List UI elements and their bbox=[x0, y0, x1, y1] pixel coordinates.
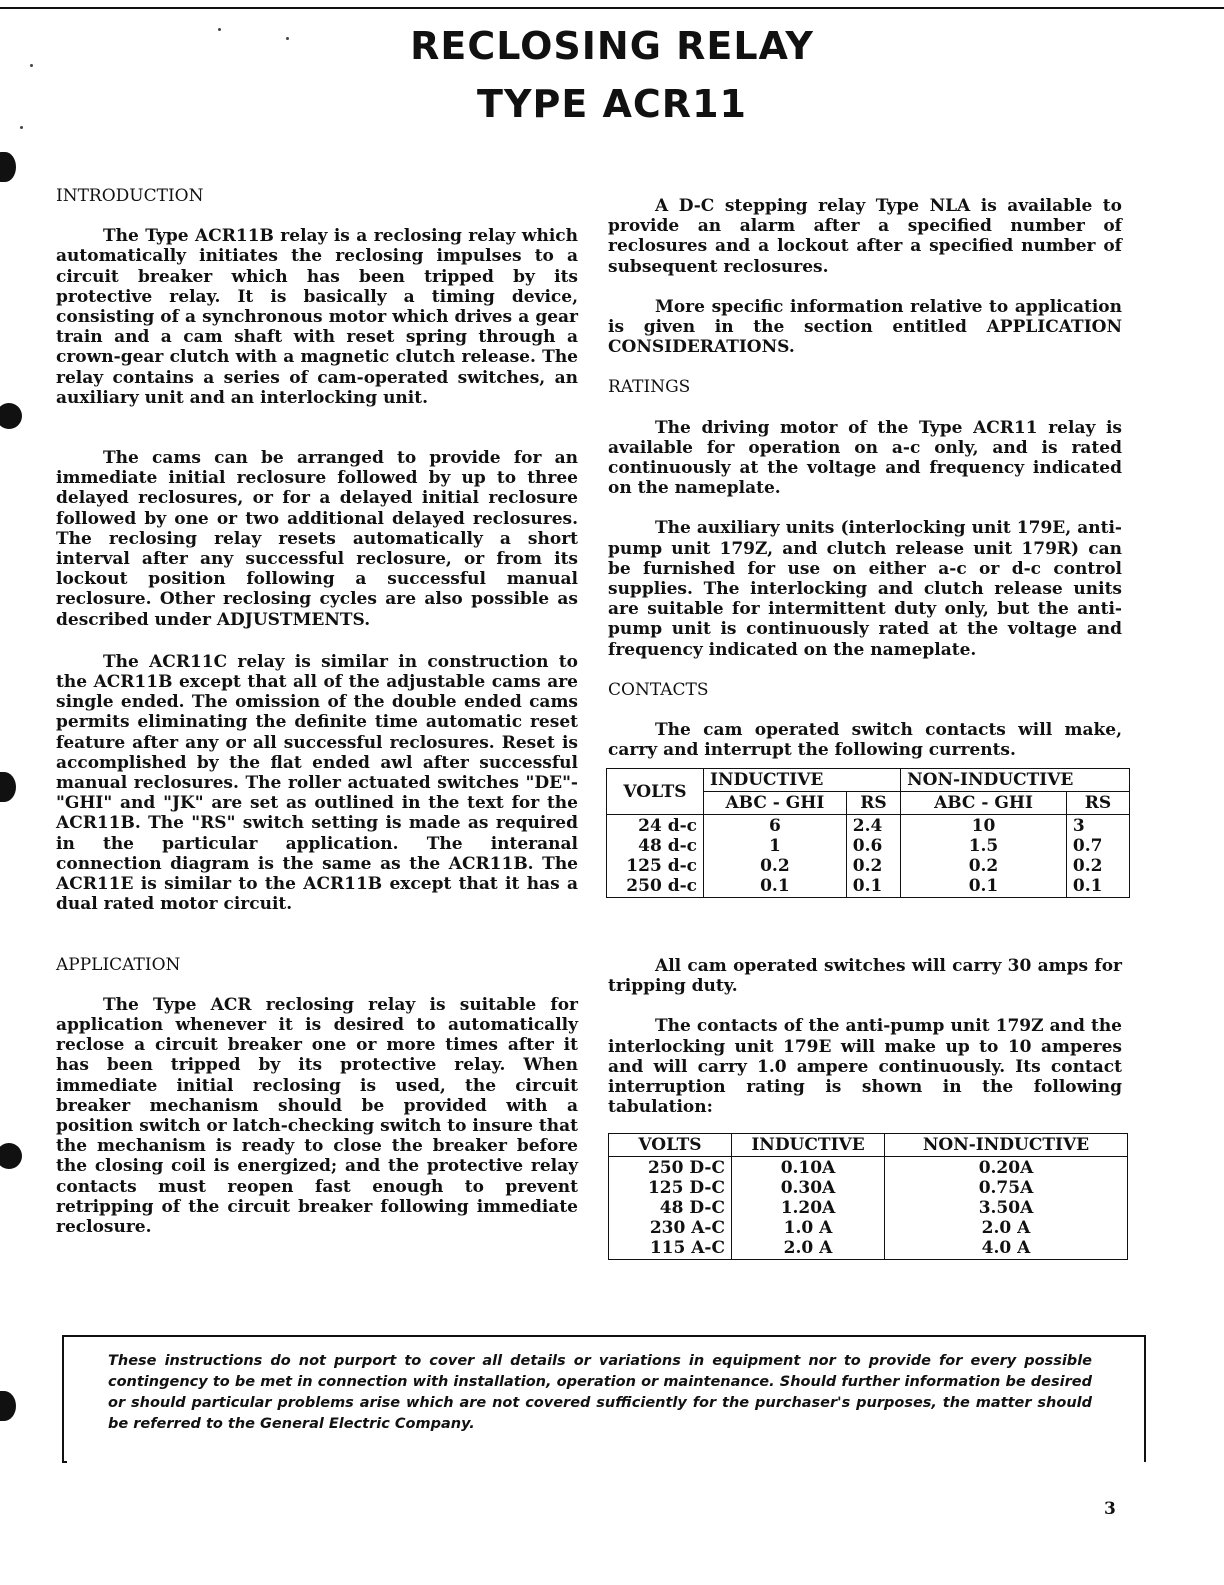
t1-value: 0.2 bbox=[1072, 856, 1103, 876]
right-column-lower bbox=[608, 956, 1122, 1117]
scan-speck bbox=[218, 28, 221, 31]
t2-header-inductive: INDUCTIVE bbox=[732, 1134, 885, 1157]
scan-speck bbox=[286, 37, 289, 40]
t1-value: 0.2 bbox=[968, 856, 999, 876]
t2-header-noninductive: NON-INDUCTIVE bbox=[885, 1134, 1128, 1157]
punch-hole-mark bbox=[0, 772, 16, 802]
t2-volts-value: 230 A-C bbox=[649, 1218, 725, 1238]
t1-value: 3 bbox=[1072, 816, 1085, 836]
application-paragraph: The Type ACR reclosing relay is suitable for application whenever it is desired to automatically reclose a circuit breaker one or more times after it has been tripped by its protective relay. When immediate initial reclosing is used, the circuit breaker mechanism should be provided with a position switch or latch-checking switch to insure that the mechanism is ready to close the breaker before the closing coil is energized; and the protective relay contacts must reopen fast enough to prevent retripping of the circuit breaker following immediate reclosure. bbox=[56, 994, 578, 1237]
t1-non-abc-cell bbox=[901, 815, 1067, 898]
notice-box-bottom-tick bbox=[62, 1461, 67, 1463]
t1-value: 6 bbox=[768, 816, 781, 836]
t1-volts-value: 125 d-c bbox=[626, 856, 697, 876]
interruption-rating-table bbox=[608, 1133, 1128, 1260]
contacts-heading: CONTACTS bbox=[608, 679, 709, 700]
t1-value: 0.1 bbox=[760, 876, 790, 896]
t1-volts-value: 48 d-c bbox=[638, 836, 697, 856]
top-rule bbox=[0, 7, 1224, 9]
stepping-relay-paragraph: A D-C stepping relay Type NLA is available to provide an alarm after a specified number of reclosures and a lockout after a specified number of subsequent reclosures. bbox=[608, 196, 1122, 277]
t1-value: 1 bbox=[768, 836, 781, 856]
t2-value: 2.0 A bbox=[783, 1238, 833, 1258]
t1-volts-value: 250 d-c bbox=[626, 876, 697, 896]
ratings-paragraph-2: The auxiliary units (interlocking unit 179E, anti-pump unit 179Z, and clutch release unit 179R) can be furnished for use on either a-c or d-c control supplies. The interlocking and clutch release units are suitable for intermittent duty only, but the anti-pump unit is continuously rated at the voltage and frequency indicated on the nameplate. bbox=[608, 518, 1122, 660]
t1-ind-abc-cell bbox=[704, 815, 847, 898]
anti-pump-paragraph: The contacts of the anti-pump unit 179Z and the interlocking unit 179E will make up to 10 amperes and will carry 1.0 ampere continuously. Its contact interruption rating is shown in the following tabulation: bbox=[608, 1016, 1122, 1118]
t1-value: 0.1 bbox=[852, 876, 883, 896]
right-column bbox=[608, 196, 1122, 760]
left-column bbox=[56, 186, 578, 1237]
t1-value: 2.4 bbox=[852, 816, 883, 836]
t2-volts-value: 115 A-C bbox=[649, 1238, 725, 1258]
t1-value: 10 bbox=[971, 816, 996, 836]
t2-value: 0.20A bbox=[978, 1158, 1034, 1178]
t2-value: 0.30A bbox=[780, 1178, 836, 1198]
t2-volts-value: 250 D-C bbox=[647, 1158, 725, 1178]
intro-paragraph-3: The ACR11C relay is similar in construction to the ACR11B except that all of the adjustable cams are single ended. The omission of the double ended cams permits eliminating the definite time automatic reset feature after any or all successful reclosures. Reset is accomplished by the flat ended awl after successful manual reclosures. The roller actuated switches "DE"-"GHI" and "JK" are set as outlined in the text for the ACR11B. The "RS" switch setting is made as required in the particular application. The interanal connection diagram is the same as the ACR11B. The ACR11E is similar to the ACR11B except that it has a dual rated motor circuit. bbox=[56, 651, 578, 915]
t1-value: 0.6 bbox=[852, 836, 883, 856]
intro-paragraph-1: The Type ACR11B relay is a reclosing relay which automatically initiates the reclosing impulses to a circuit breaker which has been tripped by its protective relay. It is basically a timing device, consisting of a synchronous motor which drives a gear train and a cam shaft with reset spring through a crown-gear clutch with a magnetic clutch release. The relay contains a series of cam-operated switches, an auxiliary unit and an interlocking unit. bbox=[56, 226, 578, 408]
t1-non-rs-cell bbox=[1066, 815, 1129, 898]
t2-value: 3.50A bbox=[978, 1198, 1034, 1218]
t1-ind-rs-cell bbox=[846, 815, 900, 898]
notice-box-left-edge bbox=[62, 1335, 64, 1463]
t2-volts-cell bbox=[609, 1157, 732, 1260]
t1-value: 0.1 bbox=[1072, 876, 1103, 896]
title-line-2: TYPE ACR11 bbox=[477, 82, 747, 126]
punch-hole-mark bbox=[0, 152, 16, 182]
t1-value: 0.1 bbox=[968, 876, 999, 896]
notice-text: These instructions do not purport to cover all details or variations in equipment nor to provide for every possible contingency to be met in connection with installation, operation or maintenance. Should further information be desired or should particular problems arise which are not covered sufficiently for the purchaser's purposes, the matter should be referred to the General Electric Company. bbox=[108, 1353, 1092, 1432]
table-row bbox=[607, 815, 1130, 898]
scan-speck bbox=[30, 64, 33, 67]
t2-header-volts: VOLTS bbox=[609, 1134, 732, 1157]
t1-subheader-ind-abc: ABC - GHI bbox=[704, 792, 847, 815]
t1-value: 0.7 bbox=[1072, 836, 1103, 856]
punch-hole-mark bbox=[0, 1391, 16, 1421]
punch-hole bbox=[0, 403, 22, 429]
t1-subheader-non-rs: RS bbox=[1066, 792, 1129, 815]
t1-header-inductive: INDUCTIVE bbox=[704, 769, 901, 792]
application-heading: APPLICATION bbox=[56, 954, 181, 975]
contacts-paragraph: The cam operated switch contacts will make, carry and interrupt the following currents. bbox=[608, 720, 1122, 761]
t1-value: 1.5 bbox=[968, 836, 999, 856]
cam-contacts-table bbox=[606, 768, 1130, 898]
page-number: 3 bbox=[1104, 1499, 1116, 1519]
t2-volts-value: 125 D-C bbox=[647, 1178, 725, 1198]
t1-value: 0.2 bbox=[852, 856, 883, 876]
ratings-heading: RATINGS bbox=[608, 377, 691, 398]
t2-value: 1.0 A bbox=[783, 1218, 833, 1238]
t2-value: 0.75A bbox=[978, 1178, 1034, 1198]
t2-value: 0.10A bbox=[780, 1158, 836, 1178]
title-line-1: RECLOSING RELAY bbox=[410, 24, 814, 68]
t1-value: 0.2 bbox=[760, 856, 790, 876]
t1-subheader-non-abc: ABC - GHI bbox=[901, 792, 1067, 815]
t2-noninductive-cell bbox=[885, 1157, 1128, 1260]
intro-paragraph-2: The cams can be arranged to provide for an immediate initial reclosure followed by up to three delayed reclosures, or for a delayed initial reclosure followed by one or two additional delayed reclosures. The reclosing relay resets automatically a short interval after any successful reclosure, or from its lockout position following a successful manual reclosure. Other reclosing cycles are also possible as described under ADJUSTMENTS. bbox=[56, 448, 578, 630]
tripping-duty-paragraph: All cam operated switches will carry 30 amps for tripping duty. bbox=[608, 956, 1122, 997]
ratings-paragraph-1: The driving motor of the Type ACR11 relay is available for operation on a-c only, and is rated continuously at the voltage and frequency indicated on the nameplate. bbox=[608, 417, 1122, 499]
t2-volts-value: 48 D-C bbox=[659, 1198, 725, 1218]
t1-volts-value: 24 d-c bbox=[638, 816, 697, 836]
scan-speck bbox=[20, 126, 23, 129]
t1-header-noninductive: NON-INDUCTIVE bbox=[901, 769, 1130, 792]
t1-header-volts: VOLTS bbox=[607, 769, 704, 815]
t1-volts-cell bbox=[607, 815, 704, 898]
introduction-heading: INTRODUCTION bbox=[56, 186, 204, 206]
t2-value: 4.0 A bbox=[981, 1238, 1031, 1258]
t2-inductive-cell bbox=[732, 1157, 885, 1260]
more-info-paragraph: More specific information relative to application is given in the section entitled APPLICATION CONSIDERATIONS. bbox=[608, 296, 1122, 358]
punch-hole bbox=[0, 1143, 22, 1169]
t2-value: 2.0 A bbox=[981, 1218, 1031, 1238]
t1-subheader-ind-rs: RS bbox=[846, 792, 900, 815]
table-row bbox=[609, 1157, 1128, 1260]
t2-value: 1.20A bbox=[780, 1198, 836, 1218]
